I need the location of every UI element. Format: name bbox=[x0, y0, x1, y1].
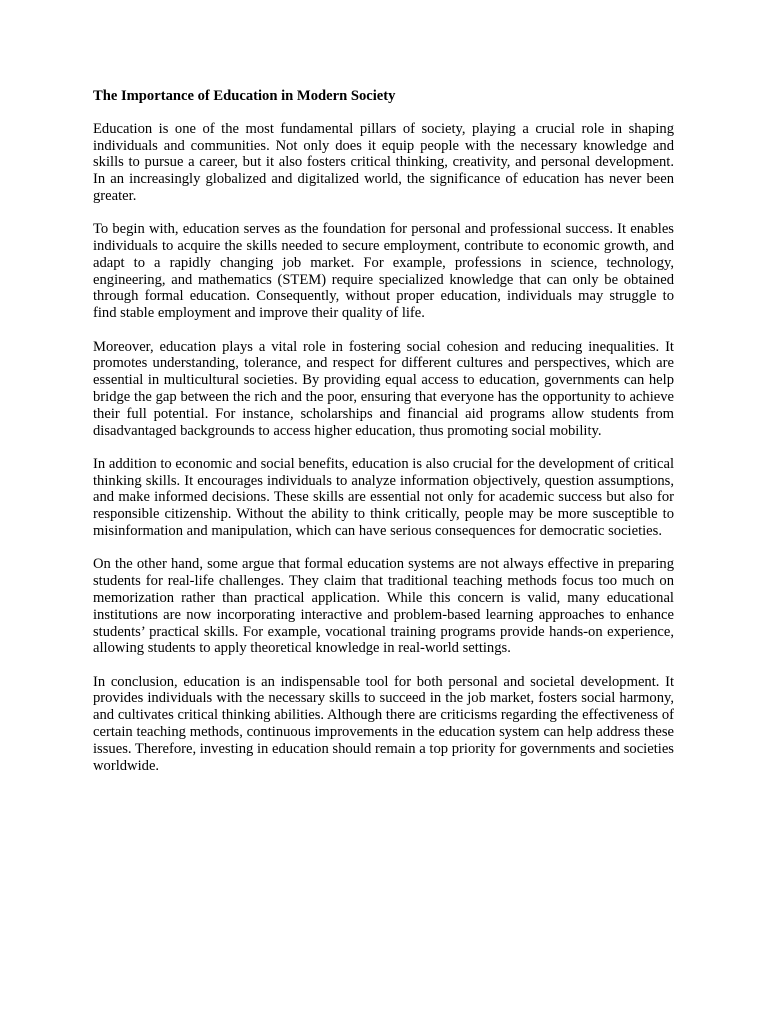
document-body bbox=[93, 88, 674, 791]
paragraph-counterargument: On the other hand, some argue that formal education systems are not always effective in preparing students for real-life challenges. They claim that traditional teaching methods focus too much on memorization rather than practical application. While this concern is valid, many educational institutions are now incorporating interactive and problem-based learning approaches to enhance students’ practical skills. For example, vocational training programs provide hands-on experience, allowing students to apply theoretical knowledge in real-world settings. bbox=[93, 556, 674, 657]
paragraph-critical-thinking: In addition to economic and social benefits, education is also crucial for the development of critical thinking skills. It encourages individuals to analyze information objectively, question assumptions, and make informed decisions. These skills are essential not only for academic success but also for responsible citizenship. Without the ability to think critically, people may be more susceptible to misinformation and manipulation, which can have serious consequences for democratic societies. bbox=[93, 455, 674, 540]
document-title: The Importance of Education in Modern Society bbox=[93, 88, 396, 104]
paragraph-social-cohesion: Moreover, education plays a vital role in fostering social cohesion and reducing inequalities. It promotes understanding, tolerance, and respect for different cultures and perspectives, which are essential in multicultural societies. By providing equal access to education, governments can help bridge the gap between the rich and the poor, ensuring that everyone has the opportunity to achieve their full potential. For instance, scholarships and financial aid programs allow students from disadvantaged backgrounds to access higher education, thus promoting social mobility. bbox=[93, 338, 674, 439]
paragraph-introduction: Education is one of the most fundamental pillars of society, playing a crucial role in shaping individuals and communities. Not only does it equip people with the necessary knowledge and skills to pursue a career, but it also fosters critical thinking, creativity, and personal development. In an increasingly globalized and digitalized world, the significance of education has never been greater. bbox=[93, 120, 674, 204]
paragraph-conclusion: In conclusion, education is an indispensable tool for both personal and societal development. It provides individuals with the necessary skills to succeed in the job market, fosters social harmony, and cultivates critical thinking abilities. Although there are criticisms regarding the effectiveness of certain teaching methods, continuous improvements in the education system can help address these issues. Therefore, investing in education should remain a top priority for governments and societies worldwide. bbox=[93, 673, 674, 774]
paragraph-professional-success: To begin with, education serves as the foundation for personal and professional success. It enables individuals to acquire the skills needed to secure employment, contribute to economic growth, and adapt to a rapidly changing job market. For example, professions in science, technology, engineering, and mathematics (STEM) require specialized knowledge that can only be obtained through formal education. Consequently, without proper education, individuals may struggle to find stable employment and improve their quality of life. bbox=[93, 221, 674, 322]
